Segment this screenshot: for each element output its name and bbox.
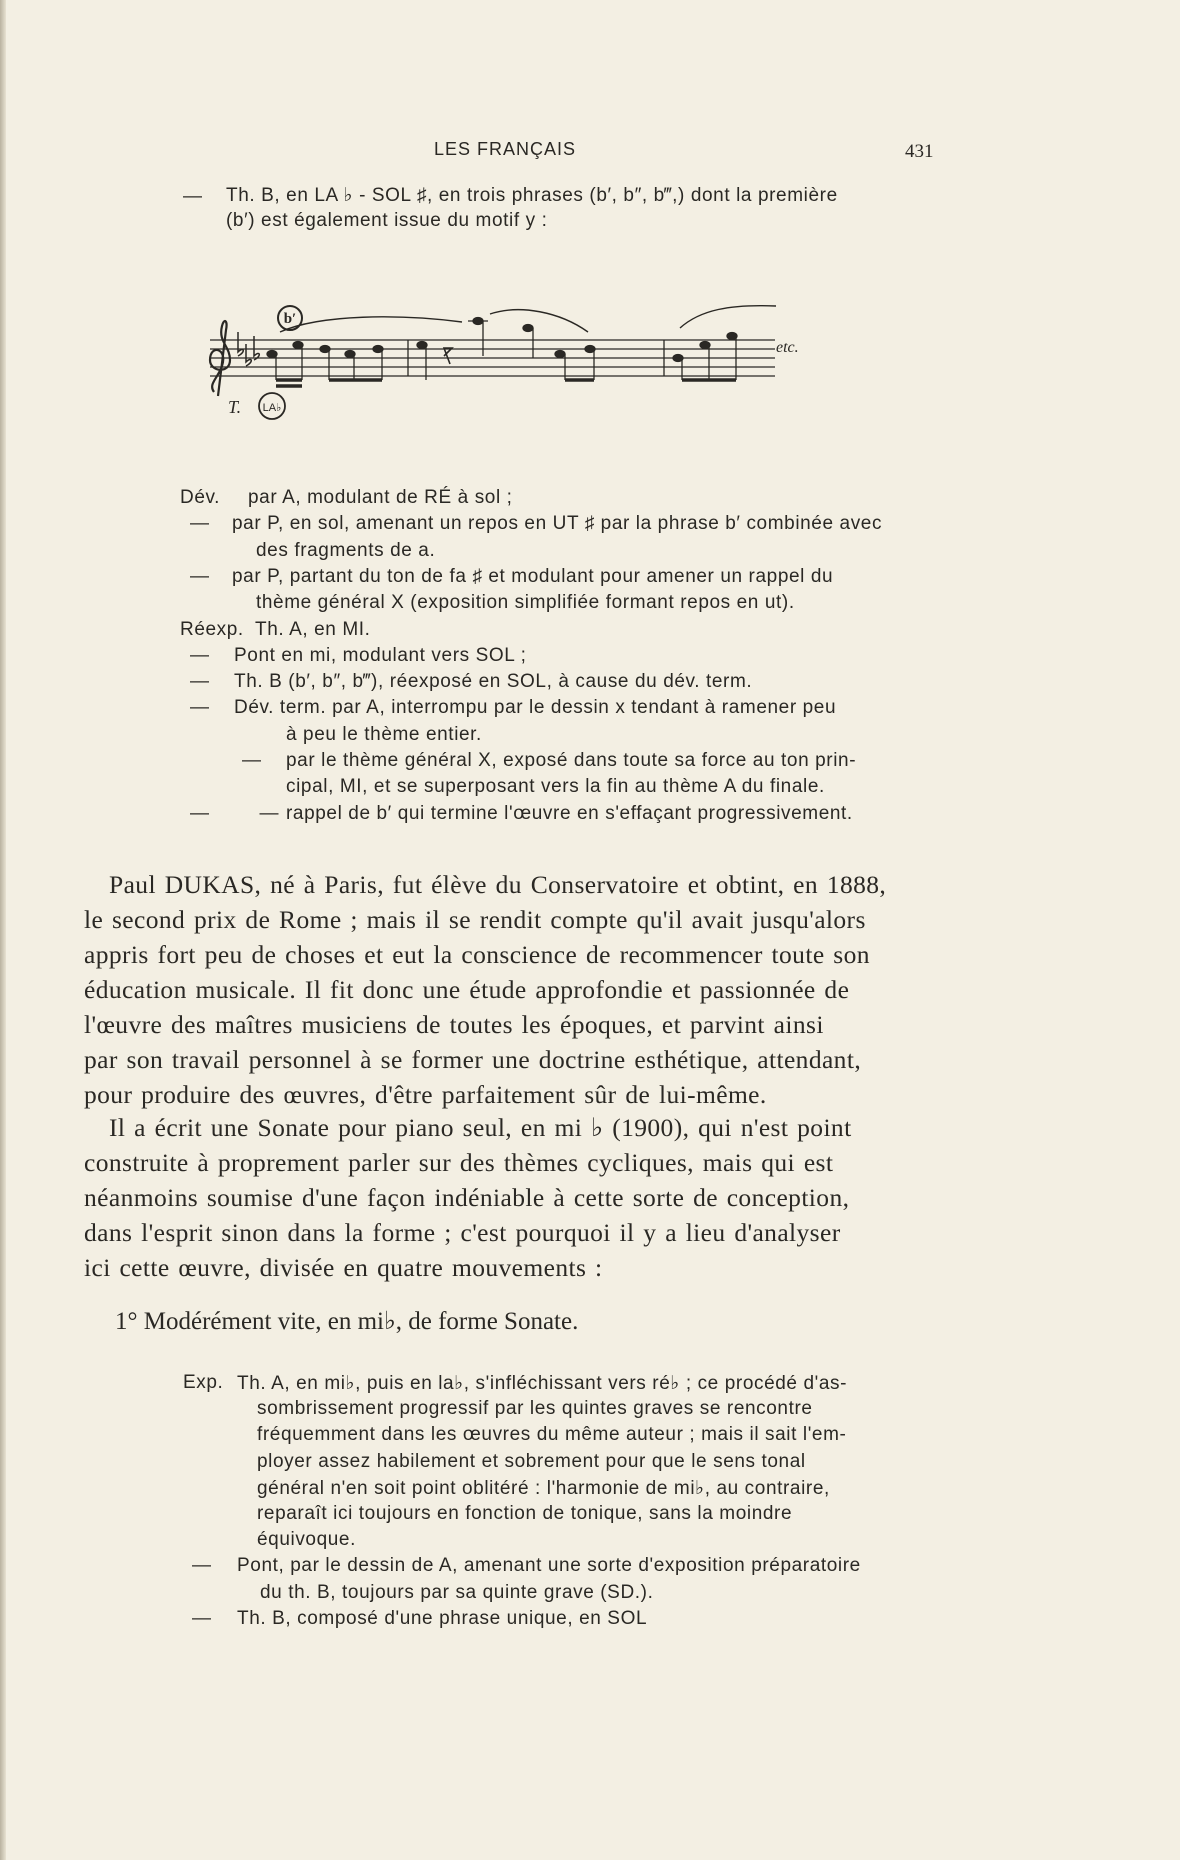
exposition-line: sombrissement progressif par les quintes graves se rencontre xyxy=(257,1398,813,1420)
exposition-line: fréquemment dans les œuvres du même auteur ; mais il sait l'em- xyxy=(257,1424,847,1446)
analysis-prefix: — xyxy=(242,750,262,771)
page-number: 431 xyxy=(905,141,934,162)
paragraph-line: ici cette œuvre, divisée en quatre mouvements : xyxy=(84,1253,603,1282)
exposition-line: général n'en soit point oblitéré : l'harmonie de mi♭, au contraire, xyxy=(257,1477,830,1499)
exposition-prefix: — xyxy=(192,1607,212,1629)
analysis-prefix: — xyxy=(190,697,210,719)
paragraph-line: construite à proprement parler sur des thèmes cycliques, mais qui est xyxy=(84,1148,834,1177)
paragraph-line: dans l'esprit sinon dans la forme ; c'est pourquoi il y a lieu d'analyser xyxy=(84,1218,841,1247)
key-label: LA♭ xyxy=(262,402,282,414)
item-dash: — xyxy=(183,186,203,207)
paragraph-line: Paul DUKAS, né à Paris, fut élève du Conservatoire et obtint, en 1888, xyxy=(109,870,887,899)
top-item-line-1: Th. B, en LA ♭ - SOL ♯, en trois phrases (b′, b″, b‴,) dont la première xyxy=(226,185,838,206)
analysis-line: thème général X (exposition simplifiée formant repos en ut). xyxy=(256,592,795,614)
analysis-prefix: — xyxy=(190,565,210,587)
paragraph-line: Il a écrit une Sonate pour piano seul, en mi ♭ (1900), qui n'est point xyxy=(109,1113,852,1142)
exposition-prefix: Exp. xyxy=(183,1372,224,1393)
paragraph-line: éducation musicale. Il fit donc une étude approfondie et passionnée de xyxy=(84,975,850,1004)
analysis-line: rappel de b′ qui termine l'œuvre en s'effaçant progressivement. xyxy=(286,802,853,824)
analysis-line: cipal, MI, et se superposant vers la fin au thème A du finale. xyxy=(286,776,825,798)
music-example xyxy=(200,296,820,426)
movement-heading: 1° Modérément vite, en mi♭, de forme Sonate. xyxy=(115,1308,579,1335)
rest-sign xyxy=(444,348,452,364)
analysis-line: Dév. term. par A, interrompu par le dessin x tendant à ramener peu xyxy=(234,697,837,719)
running-header: LES FRANÇAIS xyxy=(433,139,577,159)
exposition-prefix: — xyxy=(192,1555,212,1577)
analysis-line: par P, partant du ton de fa ♯ et modulant pour amener un rappel du xyxy=(232,565,834,587)
analysis-prefix: — xyxy=(190,513,210,535)
analysis-line: par le thème général X, exposé dans toute sa force au ton prin- xyxy=(286,750,857,771)
analysis-prefix: — xyxy=(190,644,210,666)
tempo-marking: T. xyxy=(228,397,242,417)
exposition-line: équivoque. xyxy=(257,1529,356,1551)
exposition-line: reparaît ici toujours en fonction de tonique, sans la moindre xyxy=(257,1503,793,1524)
paragraph-line: le second prix de Rome ; mais il se rendit compte qu'il avait jusqu'alors xyxy=(84,905,866,934)
analysis-line: Th. A, en MI. xyxy=(255,618,371,640)
analysis-prefix: — — xyxy=(190,802,280,824)
exposition-line: Pont, par le dessin de A, amenant une sorte d'exposition préparatoire xyxy=(237,1555,861,1577)
analysis-prefix: Dév. xyxy=(180,487,221,508)
exposition-line: du th. B, toujours par sa quinte grave (SD.). xyxy=(260,1581,654,1603)
paragraph-line: l'œuvre des maîtres musiciens de toutes les époques, et parvint ainsi xyxy=(84,1010,824,1039)
paragraph-line: appris fort peu de choses et eut la conscience de recommencer toute son xyxy=(84,940,870,969)
analysis-line: des fragments de a. xyxy=(256,539,436,561)
beams xyxy=(276,380,736,386)
page-edge xyxy=(0,0,6,1860)
analysis-line: Th. B (b′, b″, b‴), réexposé en SOL, à cause du dév. term. xyxy=(234,671,753,693)
analysis-prefix: — xyxy=(190,671,210,693)
analysis-line: à peu le thème entier. xyxy=(286,723,482,745)
exposition-line: Th. B, composé d'une phrase unique, en SOL xyxy=(237,1607,648,1629)
paragraph-line: pour produire des œuvres, d'être parfaitement sûr de lui-même. xyxy=(84,1080,767,1109)
phrase-label: b′ xyxy=(283,311,297,327)
top-item-line-2: (b′) est également issue du motif y : xyxy=(226,210,548,231)
paragraph-line: néanmoins soumise d'une façon indéniable à cette sorte de conception, xyxy=(84,1183,850,1212)
analysis-prefix: Réexp. xyxy=(180,618,244,640)
paragraph-line: par son travail personnel à se former une doctrine esthétique, attendant, xyxy=(84,1045,862,1074)
analysis-line: Pont en mi, modulant vers SOL ; xyxy=(234,644,527,666)
exposition-line: Th. A, en mi♭, puis en la♭, s'infléchissant vers ré♭ ; ce procédé d'as- xyxy=(237,1373,848,1394)
analysis-line: par P, en sol, amenant un repos en UT ♯ par la phrase b′ combinée avec xyxy=(232,513,883,535)
etc-label: etc. xyxy=(776,339,799,356)
analysis-line: par A, modulant de RÉ à sol ; xyxy=(248,487,513,508)
exposition-line: ployer assez habilement et sobrement pour que le sens tonal xyxy=(257,1450,806,1472)
